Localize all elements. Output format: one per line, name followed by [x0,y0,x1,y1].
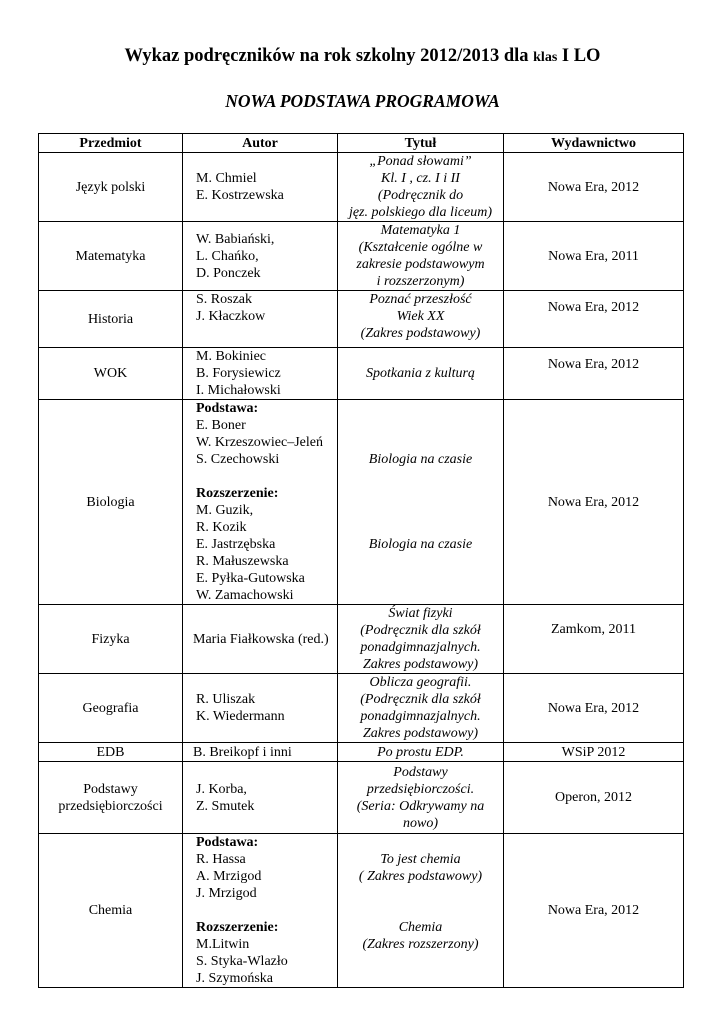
author-cell: B. Breikopf i inni [183,743,338,762]
title-cell: Spotkania z kulturą [338,348,504,400]
author-cell: S. Roszak J. Kłaczkow [183,291,338,348]
table-row [39,348,684,400]
publisher-cell: Zamkom, 2011 [504,605,684,674]
table-row [39,153,684,222]
document-subtitle: NOWA PODSTAWA PROGRAMOWA [225,91,500,111]
title-cell: Podstawy przedsiębiorczości. (Seria: Odkrywamy na nowo) [338,762,504,834]
subject-cell: Biologia [39,400,183,605]
publisher-cell: Nowa Era, 2012 [504,674,684,743]
column-header-title: Tytuł [338,134,504,153]
author-cell: Podstawa: R. Hassa A. Mrzigod J. Mrzigod Rozszerzenie: M.Litwin S. Styka-Wlazło J. Szymońska [183,834,338,988]
subject-cell: Fizyka [39,605,183,674]
subject-cell: Podstawy przedsiębiorczości [39,762,183,834]
column-header-author: Autor [183,134,338,153]
publisher-cell: Nowa Era, 2012 [504,400,684,605]
column-header-subject: Przedmiot [39,134,183,153]
table-row [39,400,684,605]
document-title: Wykaz podręczników na rok szkolny 2012/2013 dla klas I LO [124,46,601,66]
author-cell: J. Korba, Z. Smutek [183,762,338,834]
publisher-cell: Nowa Era, 2012 [504,291,684,348]
table-header-row [39,134,684,153]
subject-cell: Geografia [39,674,183,743]
publisher-cell: WSiP 2012 [504,743,684,762]
subject-cell: EDB [39,743,183,762]
column-header-publisher: Wydawnictwo [504,134,684,153]
publisher-cell: Nowa Era, 2012 [504,834,684,988]
author-cell: Podstawa: E. Boner W. Krzeszowiec–Jeleń S. Czechowski Rozszerzenie: M. Guzik, R. Kozik E. Jastrzębska R. Małuszewska E. Pyłka-Gutowska W. Zamachowski [183,400,338,605]
author-cell: R. Uliszak K. Wiedermann [183,674,338,743]
author-cell: W. Babiański, L. Chańko, D. Ponczek [183,222,338,291]
table-row [39,834,684,988]
title-cell: Poznać przeszłość Wiek XX (Zakres podstawowy) [338,291,504,348]
publisher-cell: Nowa Era, 2011 [504,222,684,291]
title-cell: Matematyka 1 (Kształcenie ogólne w zakresie podstawowym i rozszerzonym) [338,222,504,291]
author-cell: M. Chmiel E. Kostrzewska [183,153,338,222]
title-cell: Po prostu EDP. [338,743,504,762]
subject-cell: WOK [39,348,183,400]
publisher-cell: Operon, 2012 [504,762,684,834]
publisher-cell: Nowa Era, 2012 [504,153,684,222]
table-row [39,762,684,834]
author-cell: M. Bokiniec B. Forysiewicz I. Michałowski [183,348,338,400]
table-row [39,222,684,291]
title-cell: To jest chemia ( Zakres podstawowy) Chemia (Zakres rozszerzony) [338,834,504,988]
author-cell: Maria Fiałkowska (red.) [183,605,338,674]
subject-cell: Język polski [39,153,183,222]
publisher-cell: Nowa Era, 2012 [504,348,684,400]
table-row [39,605,684,674]
subject-cell: Matematyka [39,222,183,291]
title-cell: Oblicza geografii. (Podręcznik dla szkół ponadgimnazjalnych. Zakres podstawowy) [338,674,504,743]
textbook-table [38,133,684,988]
table-row [39,291,684,348]
subject-cell: Chemia [39,834,183,988]
title-cell: Świat fizyki (Podręcznik dla szkół ponadgimnazjalnych. Zakres podstawowy) [338,605,504,674]
title-cell: „Ponad słowami” Kl. I , cz. I i II (Podręcznik do jęz. polskiego dla liceum) [338,153,504,222]
title-cell: Biologia na czasie Biologia na czasie [338,400,504,605]
subject-cell: Historia [39,291,183,348]
table-row [39,674,684,743]
table-row [39,743,684,762]
